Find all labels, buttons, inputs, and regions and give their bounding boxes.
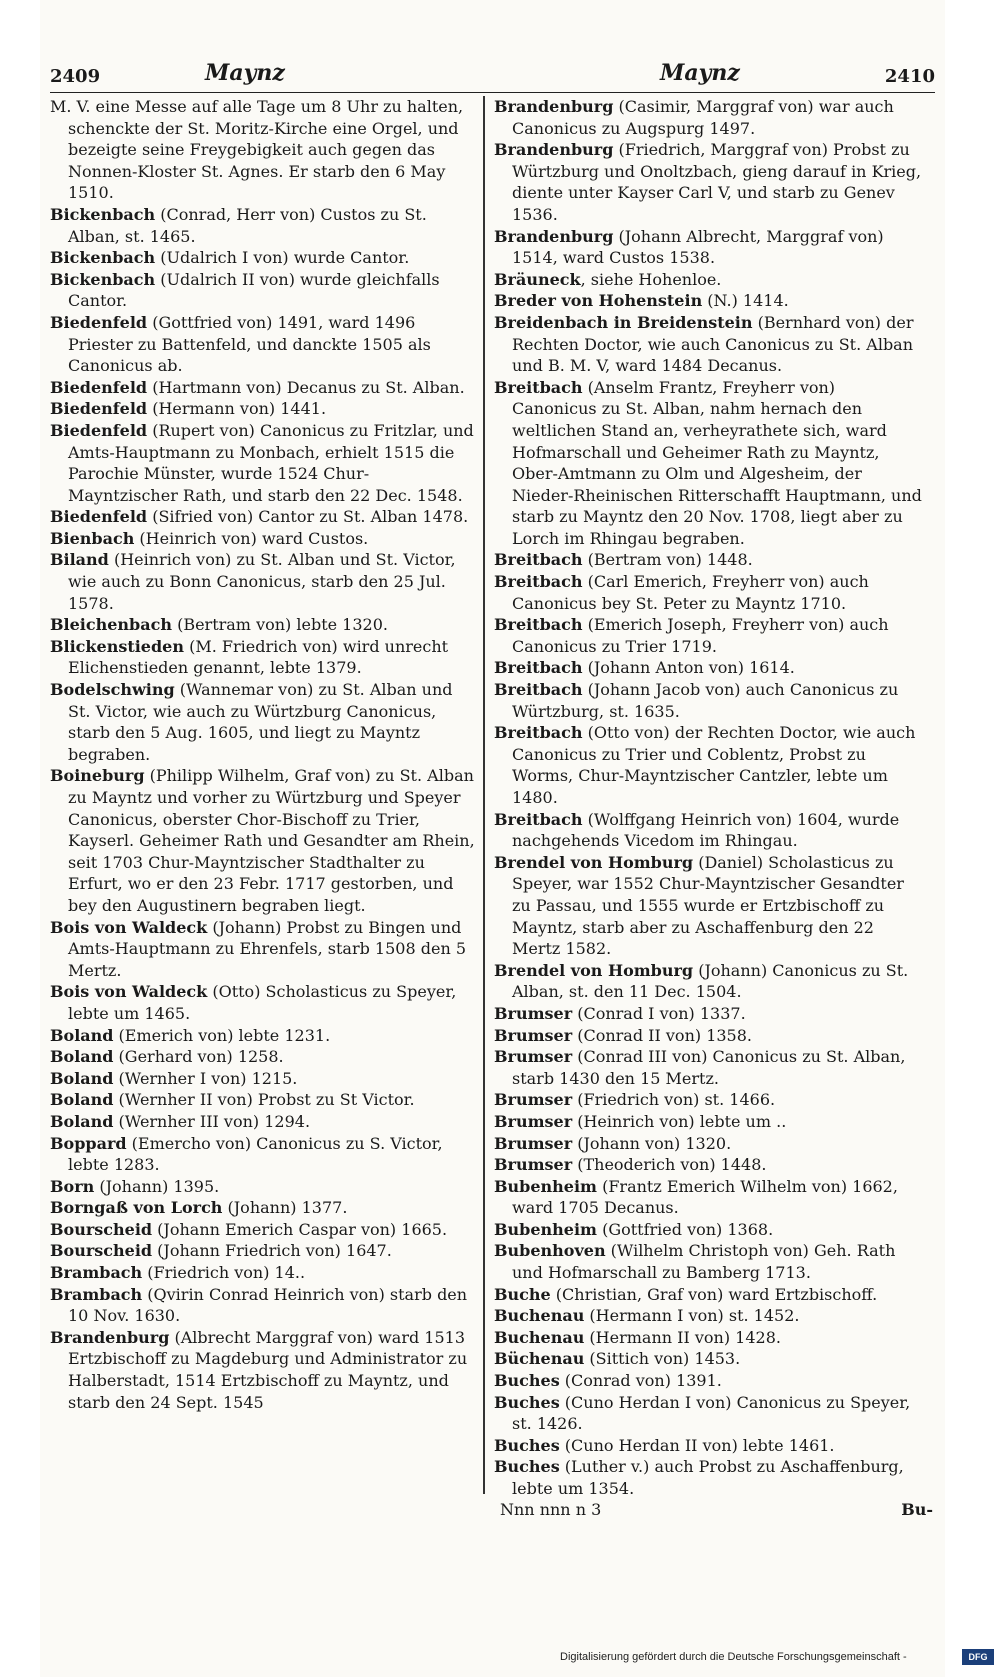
entry-text: M. V. eine Messe auf alle Tage um 8 Uhr zu halten, schenckte der St. Moritz-Kirche eine Orgel, und bezeigte seine Freygebigkeit auch gegen das Nonnen-Kloster St. Agnes. Er starb den 6 May 1510.	[50, 97, 464, 203]
entry-headword: Breitbach	[494, 723, 583, 743]
entry	[494, 1176, 922, 1219]
entry-text: (Albrecht Marggraf von) ward 1513 Ertzbischoff zu Magdeburg und Administrator zu Halberstadt, 1514 Ertzbischoff zu Mayntz, und starb den 24 Sept. 1545	[68, 1327, 468, 1412]
entry-headword: Biedenfeld	[50, 507, 148, 527]
catchword: Bu-	[901, 1500, 933, 1519]
entry-headword: Boland	[50, 1090, 114, 1110]
entry-text: (M. Friedrich von) wird unrecht Elichenstieden genannt, lebte 1379.	[68, 636, 449, 678]
entry	[50, 1025, 478, 1047]
entry	[494, 96, 922, 139]
entry-text: , siehe Hohenloe.	[580, 269, 722, 289]
entry	[50, 636, 478, 679]
entry-headword: Brendel von Homburg	[494, 852, 694, 872]
entry-text: (Frantz Emerich Wilhelm von) 1662, ward 1705 Decanus.	[512, 1176, 898, 1218]
page-number-left: 2409	[50, 66, 101, 87]
entry	[50, 506, 478, 528]
entry	[50, 765, 478, 916]
entry-text: (Gottfried von) 1368.	[596, 1219, 774, 1239]
entry	[494, 226, 922, 269]
entry-headword: Brambach	[50, 1263, 143, 1283]
entry-headword: Bubenheim	[494, 1176, 597, 1196]
entry-headword: Boland	[50, 1047, 114, 1067]
entry-headword: Bickenbach	[50, 248, 156, 268]
entry-text: (Gerhard von) 1258.	[113, 1047, 284, 1067]
entry-text: (Hartmann von) Decanus zu St. Alban.	[147, 377, 465, 397]
entry-headword: Boland	[50, 1111, 114, 1131]
entry	[494, 1305, 922, 1327]
entry-text: (Cuno Herdan I von) Canonicus zu Speyer, st. 1426.	[512, 1392, 911, 1434]
entry	[50, 377, 478, 399]
entry-text: (Cuno Herdan II von) lebte 1461.	[559, 1435, 835, 1455]
entry-text: (Johann) 1395.	[94, 1176, 220, 1196]
entry-headword: Brumser	[494, 1047, 573, 1067]
entry-text: (Bernhard von) der Rechten Doctor, wie auch Canonicus zu St. Alban und B. M. V, ward 1484 Decanus.	[512, 312, 914, 376]
entry-text: (Udalrich I von) wurde Cantor.	[155, 248, 410, 268]
entry-headword: Brandenburg	[494, 140, 614, 160]
entry-headword: Brandenburg	[494, 226, 614, 246]
entry	[494, 1219, 922, 1241]
entry-text: (Johann) Canonicus zu St. Alban, st. den 11 Dec. 1504.	[512, 960, 909, 1002]
entry-text: (Johann Jacob von) auch Canonicus zu Würtzburg, st. 1635.	[512, 680, 899, 721]
entry	[50, 1219, 478, 1241]
entry	[494, 1154, 922, 1176]
entry	[50, 312, 478, 377]
entry-headword: Boland	[50, 1025, 114, 1045]
entry-text: (Wolffgang Heinrich von) 1604, wurde nachgehends Vicedom im Rhingau.	[512, 809, 900, 851]
entry	[494, 809, 922, 852]
running-head-right: Maynz	[660, 60, 740, 86]
entry	[494, 1025, 922, 1047]
entry-headword: Bourscheid	[50, 1241, 153, 1261]
entry	[50, 204, 478, 247]
entry-headword: Biedenfeld	[50, 377, 148, 397]
digitization-credit: Digitalisierung gefördert durch die Deutsche Forschungsgemeinschaft -	[560, 1651, 907, 1663]
entry	[494, 960, 922, 1003]
entry-text: (Friedrich von) 14..	[142, 1263, 306, 1283]
entry-headword: Buches	[494, 1457, 560, 1477]
entry-text: (Sifried von) Cantor zu St. Alban 1478.	[147, 507, 469, 527]
entry-text: (Johann Anton von) 1614.	[582, 658, 795, 678]
entry-text: (Johann Friedrich von) 1647.	[152, 1241, 392, 1261]
column-divider	[483, 96, 485, 1494]
entry-text: (Sittich von) 1453.	[584, 1349, 741, 1369]
entry-text: (Wernher II von) Probst zu St Victor.	[113, 1090, 415, 1110]
entry-headword: Boppard	[50, 1133, 127, 1153]
entry-text: (Conrad I von) 1337.	[572, 1003, 746, 1023]
entry-headword: Breitbach	[494, 809, 583, 829]
entry	[50, 1133, 478, 1176]
entry	[494, 614, 922, 657]
entry-headword: Biedenfeld	[50, 312, 148, 332]
entry-headword: Buches	[494, 1371, 560, 1391]
entry	[50, 549, 478, 614]
entry-text: (Johann von) 1320.	[572, 1133, 732, 1153]
entry-text: (Johann Albrecht, Marggraf von) 1514, ward Custos 1538.	[512, 226, 884, 268]
entry-headword: Breitbach	[494, 680, 583, 700]
entry-headword: Blickenstieden	[50, 636, 184, 656]
entry	[494, 852, 922, 960]
entry-text: (Heinrich von) lebte um ..	[572, 1111, 787, 1131]
entry	[50, 679, 478, 765]
entry-headword: Brumser	[494, 1025, 573, 1045]
left-column	[50, 96, 478, 1413]
entry-headword: Born	[50, 1176, 95, 1196]
entry-text: (Theoderich von) 1448.	[572, 1155, 767, 1175]
entry	[50, 917, 478, 982]
entry	[494, 269, 922, 291]
entry	[50, 1089, 478, 1111]
entry-headword: Bräuneck	[494, 269, 581, 289]
entry-headword: Buches	[494, 1435, 560, 1455]
page-footer	[500, 1500, 933, 1524]
entry-text: (Carl Emerich, Freyherr von) auch Canonicus bey St. Peter zu Mayntz 1710.	[512, 572, 869, 613]
entry-headword: Bourscheid	[50, 1219, 153, 1239]
entry-headword: Bienbach	[50, 528, 135, 548]
entry-text: (N.) 1414.	[702, 291, 789, 311]
entry-headword: Breitbach	[494, 377, 583, 397]
entry-text: (Johann Emerich Caspar von) 1665.	[152, 1219, 448, 1239]
entry-text: (Hermann II von) 1428.	[584, 1327, 781, 1347]
entry-text: (Conrad, Herr von) Custos zu St. Alban, st. 1465.	[68, 204, 427, 246]
entry	[494, 1392, 922, 1435]
entry	[494, 722, 922, 808]
entry	[494, 1456, 922, 1499]
entry-headword: Bodelschwing	[50, 680, 175, 700]
entry	[50, 269, 478, 312]
entry-text: (Qvirin Conrad Heinrich von) starb den 10 Nov. 1630.	[68, 1284, 468, 1326]
running-head-left: Maynz	[205, 60, 285, 86]
entry	[494, 1327, 922, 1349]
entry	[50, 1240, 478, 1262]
entry-headword: Buchenau	[494, 1306, 585, 1326]
entry-text: (Anselm Frantz, Freyherr von) Canonicus zu St. Alban, nahm hernach den weltlichen Stand an, verheyrathete sich, ward Hofmarschall und Geheimer Rath zu Mayntz, Ober-Amtmann zu Olm und Algesheim, der Nieder-Rheinischen Ritterschafft Hauptmann, und starb zu Mayntz den 20 Nov. 1708, liegt aber zu Lorch im Rhingau begraben.	[512, 377, 922, 548]
entry-text: (Rupert von) Canonicus zu Fritzlar, und Amts-Hauptmann zu Monbach, erhielt 1515 die Parochie Münster, wurde 1524 Chur-Mayntzischer Rath, und starb den 22 Dec. 1548.	[68, 420, 474, 505]
entry-text: (Wilhelm Christoph von) Geh. Rath und Hofmarschall zu Bamberg 1713.	[512, 1241, 896, 1283]
entry	[50, 1111, 478, 1133]
entry	[50, 1327, 478, 1413]
entry	[494, 139, 922, 225]
entry-text: (Christian, Graf von) ward Ertzbischoff.	[550, 1284, 878, 1304]
entry	[50, 1068, 478, 1090]
entry	[50, 1176, 478, 1198]
entry	[50, 1284, 478, 1327]
entry-text: (Conrad II von) 1358.	[572, 1025, 752, 1045]
entry-text: (Luther v.) auch Probst zu Aschaffenburg, lebte um 1354.	[512, 1457, 904, 1498]
entry-text: (Otto von) der Rechten Doctor, wie auch Canonicus zu Trier und Coblentz, Probst zu Worms, Chur-Mayntzischer Cantzler, lebte um 1480.	[512, 723, 916, 807]
entry	[494, 290, 922, 312]
entry-headword: Buchenau	[494, 1327, 585, 1347]
entry	[494, 1370, 922, 1392]
entry-headword: Brandenburg	[494, 97, 614, 116]
entry	[494, 1133, 922, 1155]
entry-text: (Wernher III von) 1294.	[113, 1111, 311, 1131]
entry-headword: Biland	[50, 550, 109, 570]
entry	[494, 1435, 922, 1457]
entry-headword: Brumser	[494, 1111, 573, 1131]
entry-text: (Gottfried von) 1491, ward 1496 Priester zu Battenfeld, und danckte 1505 als Canonicus ab.	[68, 312, 431, 376]
entry-headword: Bubenhoven	[494, 1241, 606, 1261]
entry-headword: Borngaß von Lorch	[50, 1198, 223, 1218]
entry-headword: Brumser	[494, 1133, 573, 1153]
entry	[50, 981, 478, 1024]
entry	[494, 679, 922, 722]
entry-text: (Bertram von) 1448.	[582, 550, 753, 570]
entry-headword: Breitbach	[494, 615, 583, 635]
entry-text: (Wernher I von) 1215.	[113, 1068, 298, 1088]
entry	[494, 312, 922, 377]
entry-text: (Philipp Wilhelm, Graf von) zu St. Alban zu Mayntz und vorher zu Würtzburg und Speyer Canonicus, oberster Chor-Bischoff zu Trier, Kayserl. Geheimer Rath und Gesandter am Rhein, seit 1703 Chur-Mayntzischer Stadthalter zu Erfurt, wo er den 23 Febr. 1717 gestorben, und bey den Augustinern begraben liegt.	[68, 766, 475, 915]
page-number-right: 2410	[884, 66, 935, 87]
entry	[50, 96, 478, 204]
right-column	[494, 96, 922, 1500]
entry-headword: Biedenfeld	[50, 399, 148, 419]
entry-headword: Brumser	[494, 1003, 573, 1023]
entry-headword: Biedenfeld	[50, 420, 148, 440]
entry-headword: Brumser	[494, 1090, 573, 1110]
dfg-logo: DFG	[962, 1649, 994, 1665]
entry-text: (Emerich Joseph, Freyherr von) auch Canonicus zu Trier 1719.	[512, 615, 889, 656]
entry-text: (Friedrich von) st. 1466.	[572, 1090, 776, 1110]
entry-headword: Boland	[50, 1068, 114, 1088]
entry	[494, 1240, 922, 1283]
entry-text: (Otto) Scholasticus zu Speyer, lebte um 1465.	[68, 982, 457, 1023]
entry-headword: Buche	[494, 1284, 551, 1304]
entry-text: (Udalrich II von) wurde gleichfalls Cantor.	[68, 269, 440, 311]
entry-text: (Johann) 1377.	[222, 1198, 348, 1218]
entry	[50, 614, 478, 636]
entry-text: (Bertram von) lebte 1320.	[171, 615, 388, 635]
entry	[50, 420, 478, 506]
entry-text: (Heinrich von) zu St. Alban und St. Victor, wie auch zu Bonn Canonicus, starb den 25 Jul. 1578.	[68, 550, 456, 613]
entry-headword: Büchenau	[494, 1349, 585, 1369]
entry-headword: Bubenheim	[494, 1219, 597, 1239]
entry	[494, 549, 922, 571]
entry	[494, 377, 922, 550]
entry-text: (Daniel) Scholasticus zu Speyer, war 1552 Chur-Mayntzischer Gesandter zu Passau, und 1555 wurde er Ertzbischoff zu Mayntz, starb aber zu Aschaffenburg den 22 Mertz 1582.	[512, 852, 904, 959]
entry-text: (Casimir, Marggraf von) war auch Canonicus zu Augspurg 1497.	[512, 97, 894, 138]
entry-headword: Breitbach	[494, 572, 583, 592]
entry-text: (Emercho von) Canonicus zu S. Victor, lebte 1283.	[68, 1133, 443, 1175]
entry	[50, 1262, 478, 1284]
entry-headword: Breitbach	[494, 658, 583, 678]
entry-headword: Bois von Waldeck	[50, 982, 208, 1002]
signature-mark: Nnn nnn n 3	[500, 1500, 602, 1519]
entry-headword: Bois von Waldeck	[50, 917, 208, 937]
entry-text: (Heinrich von) ward Custos.	[134, 528, 369, 548]
entry-text: (Hermann I von) st. 1452.	[584, 1306, 800, 1326]
entry	[494, 1284, 922, 1306]
entry-headword: Breder von Hohenstein	[494, 291, 703, 311]
entry-headword: Bickenbach	[50, 204, 156, 224]
entry	[494, 657, 922, 679]
entry	[494, 1003, 922, 1025]
entry-text: (Emerich von) lebte 1231.	[113, 1025, 331, 1045]
entry-headword: Breitbach	[494, 550, 583, 570]
entry	[50, 528, 478, 550]
entry-text: (Wannemar von) zu St. Alban und St. Victor, wie auch zu Würtzburg Canonicus, starb den 5 Aug. 1605, und liegt zu Mayntz begraben.	[68, 680, 453, 764]
entry-headword: Bickenbach	[50, 269, 156, 289]
entry-headword: Brambach	[50, 1284, 143, 1304]
entry	[50, 1046, 478, 1068]
entry-headword: Boineburg	[50, 766, 145, 786]
entry-headword: Brendel von Homburg	[494, 960, 694, 980]
book-page	[40, 0, 945, 1677]
entry-headword: Buches	[494, 1392, 560, 1412]
entry-text: (Conrad von) 1391.	[559, 1371, 722, 1391]
entry	[50, 1197, 478, 1219]
entry	[50, 247, 478, 269]
entry-text: (Johann) Probst zu Bingen und Amts-Hauptmann zu Ehrenfels, starb 1508 den 5 Mertz.	[68, 917, 467, 980]
entry	[494, 1348, 922, 1370]
page-header	[50, 58, 935, 93]
entry-headword: Breidenbach in Breidenstein	[494, 312, 753, 332]
entry	[494, 1089, 922, 1111]
entry	[494, 571, 922, 614]
entry	[494, 1046, 922, 1089]
entry-headword: Brumser	[494, 1155, 573, 1175]
entry-text: (Friedrich, Marggraf von) Probst zu Würtzburg und Onoltzbach, gieng darauf in Krieg, diente unter Kayser Carl V, und starb zu Genev 1536.	[512, 140, 922, 224]
entry-headword: Bleichenbach	[50, 615, 172, 635]
entry-text: (Hermann von) 1441.	[147, 399, 327, 419]
entry-headword: Brandenburg	[50, 1327, 170, 1347]
entry	[50, 398, 478, 420]
entry	[494, 1111, 922, 1133]
entry-text: (Conrad III von) Canonicus zu St. Alban, starb 1430 den 15 Mertz.	[512, 1047, 906, 1088]
